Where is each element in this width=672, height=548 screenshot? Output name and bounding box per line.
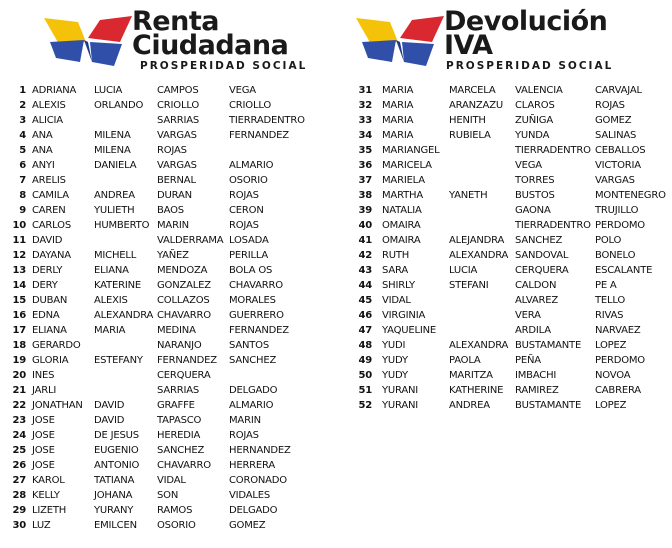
row-number: 15 [12,295,26,306]
first-name: OMAIRA [382,235,421,246]
first-surname: BUSTAMANTE [515,400,582,411]
first-name: YUDY [382,370,408,381]
first-name: MARIA [382,130,414,141]
first-name: DERLY [32,265,63,276]
first-surname: MARIN [157,220,189,231]
row-number: 30 [12,520,26,531]
second-name: ELIANA [94,265,129,276]
first-name: EDNA [32,310,60,321]
first-name: GLORIA [32,355,69,366]
second-surname: TIERRADENTRO [229,115,305,126]
second-surname: CHAVARRO [229,280,283,291]
second-surname: CRIOLLO [229,100,272,111]
first-surname: ROJAS [157,145,187,156]
first-surname: CERQUERA [515,265,569,276]
second-name: MARITZA [449,370,493,381]
second-name: MARCELA [449,85,496,96]
row-number: 27 [12,475,26,486]
first-name: DERY [32,280,58,291]
second-name: DAVID [94,415,125,426]
second-surname: HERNANDEZ [229,445,291,456]
row-number: 3 [19,115,26,126]
second-surname: PERILLA [229,250,269,261]
first-surname: OSORIO [157,520,196,531]
row-number: 1 [19,85,26,96]
first-name: MARTHA [382,190,423,201]
first-surname: BERNAL [157,175,196,186]
first-surname: TIERRADENTRO [515,145,591,156]
first-name: GERARDO [32,340,81,351]
first-surname: VARGAS [157,130,197,141]
first-surname: SARRIAS [157,385,200,396]
first-name: ANYI [32,160,55,171]
second-name: MILENA [94,130,131,141]
first-name: DAVID [32,235,63,246]
first-name: YURANI [382,385,419,396]
first-name: ADRIANA [32,85,77,96]
second-surname: VEGA [229,85,256,96]
row-number: 13 [12,265,26,276]
first-surname: SANCHEZ [157,445,205,456]
first-surname: FERNANDEZ [157,355,217,366]
row-number: 31 [358,85,372,96]
row-number: 47 [358,325,372,336]
first-surname: CERQUERA [157,370,211,381]
first-surname: VALDERRAMA [157,235,224,246]
first-surname: DURAN [157,190,192,201]
logo-subtitle: PROSPERIDAD SOCIAL [140,60,308,72]
first-surname: BAOS [157,205,184,216]
first-surname: VARGAS [157,160,197,171]
second-name: EMILCEN [94,520,137,531]
logo-subtitle: PROSPERIDAD SOCIAL [446,60,614,72]
first-surname: BUSTOS [515,190,555,201]
second-name: DANIELA [94,160,137,171]
first-name: INES [32,370,55,381]
first-surname: ARDILA [515,325,551,336]
second-name: ALEXANDRA [449,250,509,261]
row-number: 40 [358,220,372,231]
first-name: NATALIA [382,205,422,216]
first-surname: GONZALEZ [157,280,211,291]
row-number: 25 [12,445,26,456]
first-name: LUZ [32,520,51,531]
second-surname: FERNANDEZ [229,130,289,141]
second-name: STEFANI [449,280,489,291]
second-name: LUCIA [94,85,123,96]
first-surname: IMBACHI [515,370,557,381]
second-surname: MONTENEGRO [595,190,666,201]
second-name: JOHANA [94,490,133,501]
row-number: 18 [12,340,26,351]
second-surname: DELGADO [229,385,278,396]
second-surname: NARVAEZ [595,325,641,336]
second-surname: PERDOMO [595,355,645,366]
second-surname: HERRERA [229,460,276,471]
first-name: JOSE [32,430,55,441]
first-name: CAMILA [32,190,69,201]
second-surname: DELGADO [229,505,278,516]
second-name: YANETH [449,190,488,201]
first-name: MARIELA [382,175,425,186]
first-name: SHIRLY [382,280,415,291]
second-name: YURANY [94,505,134,516]
row-number: 37 [358,175,372,186]
row-number: 11 [12,235,26,246]
second-name: HUMBERTO [94,220,150,231]
first-name: YUDI [382,340,406,351]
second-name: ANDREA [94,190,135,201]
first-surname: MEDINA [157,325,196,336]
first-name: MARIANGEL [382,145,440,156]
second-surname: ESCALANTE [595,265,653,276]
first-surname: TAPASCO [157,415,202,426]
second-surname: FERNANDEZ [229,325,289,336]
second-surname: SANTOS [229,340,269,351]
second-name: ANDREA [449,400,490,411]
second-surname: SALINAS [595,130,637,141]
second-surname: NOVOA [595,370,631,381]
logo-title-line2: IVA [444,30,493,61]
second-surname: CERON [229,205,264,216]
second-surname: MARIN [229,415,261,426]
second-surname: ROJAS [229,190,259,201]
logo-title-line1: Renta [132,6,219,37]
first-surname: VEGA [515,160,542,171]
second-name: MILENA [94,145,131,156]
second-surname: BONELO [595,250,636,261]
first-name: VIRGINIA [382,310,426,321]
second-name: ARANZAZU [449,100,503,111]
second-name: ANTONIO [94,460,140,471]
row-number: 23 [12,415,26,426]
second-surname: SANCHEZ [229,355,277,366]
row-number: 35 [358,145,372,156]
second-surname: TRUJILLO [595,205,639,216]
row-number: 45 [358,295,372,306]
first-surname: GRAFFE [157,400,195,411]
row-number: 32 [358,100,372,111]
second-name: ALEXANDRA [94,310,154,321]
first-name: ARELIS [32,175,66,186]
row-number: 52 [358,400,372,411]
second-surname: GOMEZ [229,520,266,531]
row-number: 22 [12,400,26,411]
second-surname: RIVAS [595,310,624,321]
second-name: DE JESUS [94,430,139,441]
row-number: 44 [358,280,372,291]
row-number: 14 [12,280,26,291]
first-surname: VIDAL [157,475,186,486]
row-number: 5 [19,145,26,156]
second-name: HENITH [449,115,486,126]
row-number: 24 [12,430,26,441]
second-name: KATHERINE [449,385,504,396]
second-surname: ALMARIO [229,400,274,411]
first-name: RUTH [382,250,410,261]
second-surname: LOPEZ [595,400,627,411]
second-surname: VICTORIA [595,160,641,171]
second-surname: CEBALLOS [595,145,646,156]
first-name: JARLI [32,385,57,396]
row-number: 8 [19,190,26,201]
second-surname: ALMARIO [229,160,274,171]
second-surname: ROJAS [229,430,259,441]
row-number: 9 [19,205,26,216]
second-name: KATERINE [94,280,141,291]
row-number: 2 [19,100,26,111]
first-surname: SANCHEZ [515,235,563,246]
first-surname: NARANJO [157,340,202,351]
first-surname: ZUÑIGA [515,115,553,126]
first-surname: CHAVARRO [157,310,211,321]
first-surname: ALVAREZ [515,295,559,306]
first-surname: RAMOS [157,505,193,516]
second-surname: POLO [595,235,622,246]
second-surname: OSORIO [229,175,268,186]
row-number: 6 [19,160,26,171]
first-name: VIDAL [382,295,411,306]
row-number: 34 [358,130,372,141]
second-name: YULIETH [94,205,135,216]
second-surname: CABRERA [595,385,641,396]
first-surname: BUSTAMANTE [515,340,582,351]
second-name: LUCIA [449,265,478,276]
first-name: YURANI [382,400,419,411]
second-name: ESTEFANY [94,355,143,366]
first-surname: TIERRADENTRO [515,220,591,231]
first-name: MARIA [382,115,414,126]
logo-title-line1: Devolución [444,6,608,37]
row-number: 49 [358,355,372,366]
butterfly-logo-icon [40,12,136,68]
second-name: ALEJANDRA [449,235,505,246]
first-name: SARA [382,265,408,276]
second-name: TATIANA [94,475,135,486]
first-surname: RAMIREZ [515,385,559,396]
second-surname: ROJAS [229,220,259,231]
first-name: KAROL [32,475,65,486]
first-surname: CRIOLLO [157,100,200,111]
first-name: CARLOS [32,220,72,231]
second-name: MARIA [94,325,126,336]
first-name: YUDY [382,355,408,366]
second-surname: LOPEZ [595,340,627,351]
first-name: MARIA [382,85,414,96]
first-name: MARIA [382,100,414,111]
first-surname: PEÑA [515,355,541,366]
row-number: 12 [12,250,26,261]
second-name: EUGENIO [94,445,139,456]
row-number: 10 [12,220,26,231]
second-surname: PERDOMO [595,220,645,231]
first-name: JOSE [32,415,55,426]
second-surname: CARVAJAL [595,85,642,96]
first-surname: TORRES [515,175,555,186]
first-name: YAQUELINE [382,325,437,336]
first-surname: HEREDIA [157,430,201,441]
devolucion-iva-logo [352,6,652,76]
first-name: DUBAN [32,295,68,306]
second-surname: PE A [595,280,617,291]
second-surname: GOMEZ [595,115,632,126]
first-surname: VERA [515,310,541,321]
butterfly-logo-icon [352,12,448,68]
row-number: 50 [358,370,372,381]
second-surname: BOLA OS [229,265,273,276]
first-name: ALEXIS [32,100,66,111]
second-surname: LOSADA [229,235,269,246]
row-number: 4 [19,130,26,141]
row-number: 39 [358,205,372,216]
first-name: JOSE [32,445,55,456]
row-number: 28 [12,490,26,501]
second-surname: ROJAS [595,100,625,111]
renta-ciudadana-logo [40,6,340,76]
first-name: CAREN [32,205,66,216]
first-surname: CAMPOS [157,85,199,96]
row-number: 19 [12,355,26,366]
row-number: 26 [12,460,26,471]
logo-title-line2: Ciudadana [132,30,289,61]
row-number: 29 [12,505,26,516]
second-surname: GUERRERO [229,310,284,321]
first-surname: SON [157,490,179,501]
second-name: PAOLA [449,355,481,366]
row-number: 43 [358,265,372,276]
first-surname: COLLAZOS [157,295,210,306]
first-name: JOSE [32,460,55,471]
row-number: 33 [358,115,372,126]
first-name: DAYANA [32,250,71,261]
row-number: 51 [358,385,372,396]
row-number: 38 [358,190,372,201]
second-surname: VARGAS [595,175,635,186]
first-name: ELIANA [32,325,67,336]
first-surname: YUNDA [515,130,550,141]
second-name: ALEXIS [94,295,128,306]
first-name: ANA [32,145,53,156]
row-number: 7 [19,175,26,186]
first-surname: CALDON [515,280,557,291]
second-name: ALEXANDRA [449,340,509,351]
row-number: 20 [12,370,26,381]
first-surname: YAÑEZ [157,250,189,261]
first-name: MARICELA [382,160,432,171]
first-name: ANA [32,130,53,141]
second-surname: MORALES [229,295,276,306]
row-number: 42 [358,250,372,261]
first-name: JONATHAN [32,400,83,411]
first-surname: CHAVARRO [157,460,211,471]
row-number: 16 [12,310,26,321]
second-surname: CORONADO [229,475,287,486]
first-name: LIZETH [32,505,67,516]
first-surname: VALENCIA [515,85,563,96]
first-surname: SANDOVAL [515,250,569,261]
row-number: 21 [12,385,26,396]
first-name: ALICIA [32,115,63,126]
first-name: OMAIRA [382,220,421,231]
row-number: 41 [358,235,372,246]
second-surname: TELLO [595,295,626,306]
first-surname: MENDOZA [157,265,208,276]
row-number: 17 [12,325,26,336]
row-number: 36 [358,160,372,171]
second-name: DAVID [94,400,125,411]
second-name: ORLANDO [94,100,144,111]
row-number: 48 [358,340,372,351]
first-surname: GAONA [515,205,551,216]
first-surname: CLAROS [515,100,555,111]
second-name: MICHELL [94,250,137,261]
second-name: RUBIELA [449,130,491,141]
second-surname: VIDALES [229,490,270,501]
row-number: 46 [358,310,372,321]
first-name: KELLY [32,490,60,501]
first-surname: SARRIAS [157,115,200,126]
